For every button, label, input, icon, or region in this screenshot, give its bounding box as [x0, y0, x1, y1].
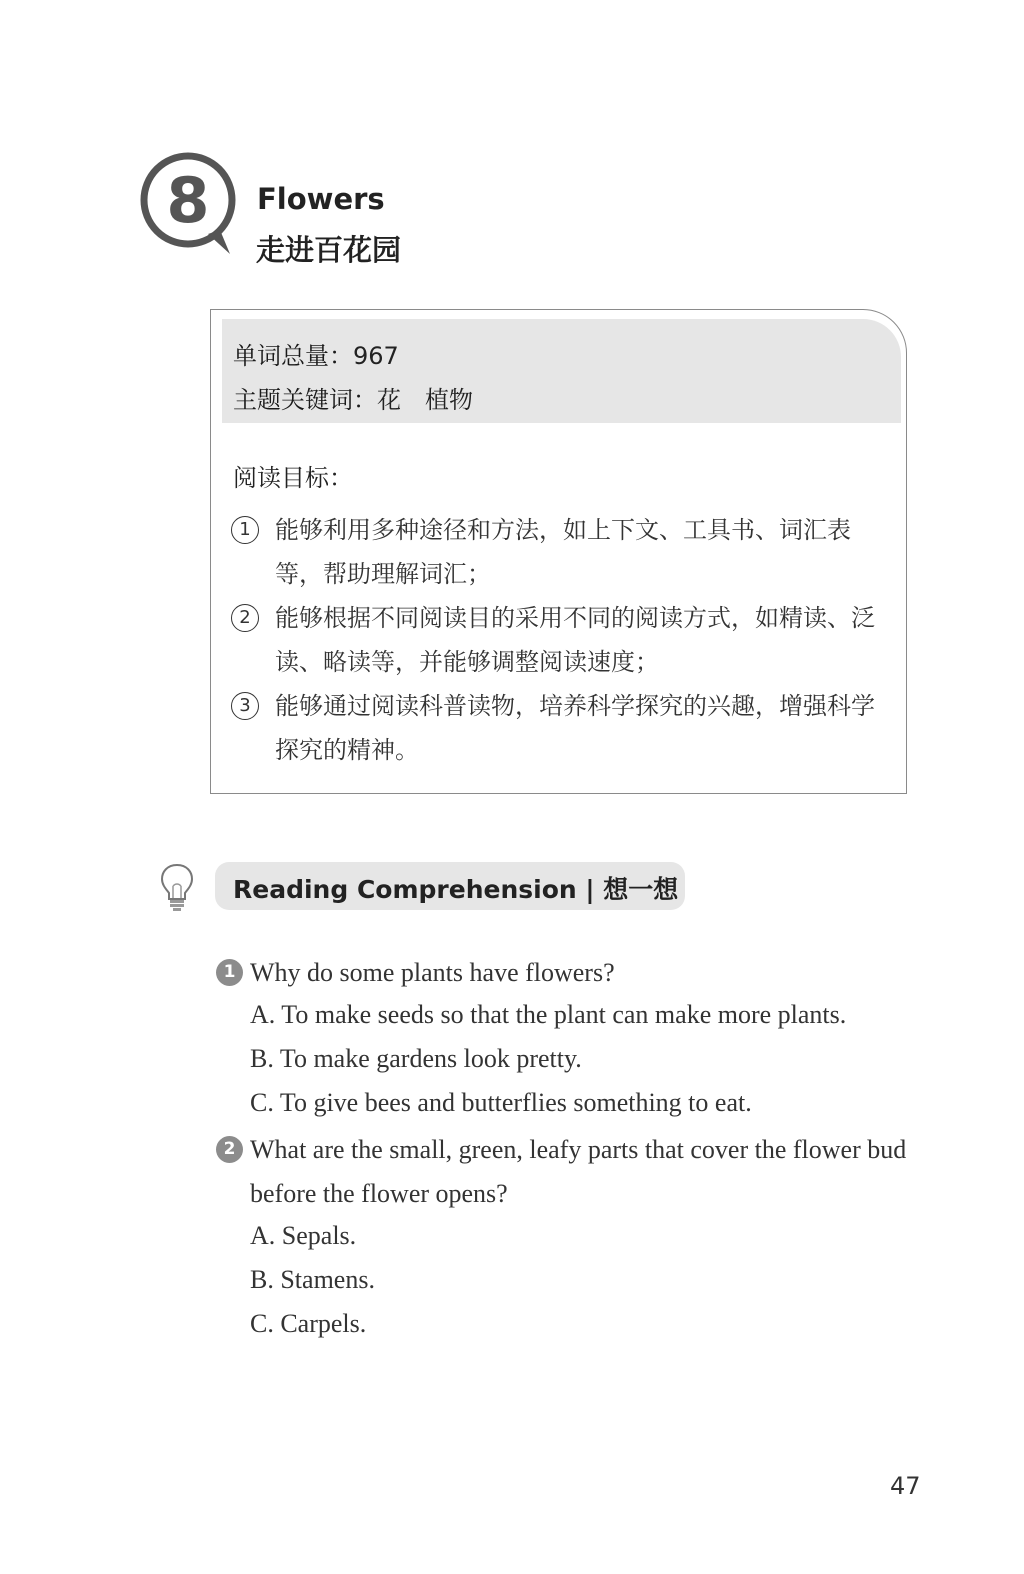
reading-info-box: [210, 309, 907, 794]
page-number: 47: [890, 1472, 921, 1500]
goal-text: 能够根据不同阅读目的采用不同的阅读方式，如精读、泛读、略读等，并能够调整阅读速度；: [275, 604, 875, 676]
question-text: Why do some plants have flowers?: [250, 958, 615, 987]
goal-text: 能够通过阅读科普读物，培养科学探究的兴趣，增强科学探究的精神。: [275, 692, 875, 764]
goal-number: 3: [231, 692, 259, 720]
question-number: 2: [216, 1136, 243, 1163]
chapter-title-en: Flowers: [257, 182, 385, 216]
chapter-number: 8: [166, 164, 210, 237]
keywords-label: 主题关键词：: [233, 386, 377, 414]
keywords-line: [233, 380, 473, 415]
word-count-line: [233, 336, 399, 371]
goal-text: 能够利用多种途径和方法，如上下文、工具书、词汇表等，帮助理解词汇；: [275, 516, 851, 588]
keywords-value: 花 植物: [377, 386, 473, 414]
goal-item: [231, 684, 896, 772]
word-count-label: 单词总量：: [233, 342, 353, 370]
section-header: [215, 862, 685, 910]
goal-item: [231, 596, 896, 684]
question: [216, 1128, 916, 1216]
answer-option[interactable]: B. Stamens.: [250, 1265, 375, 1294]
goal-number: 2: [231, 604, 259, 632]
answer-option[interactable]: C. To give bees and butterflies something to eat.: [250, 1088, 752, 1117]
section-title: Reading Comprehension | 想一想: [233, 875, 679, 904]
chapter-title-cn: 走进百花园: [256, 233, 402, 267]
question-number: 1: [216, 959, 243, 986]
answer-option[interactable]: A. To make seeds so that the plant can make more plants.: [250, 1000, 847, 1029]
question-text: What are the small, green, leafy parts that cover the flower bud before the flower opens?: [250, 1135, 907, 1208]
goal-number: 1: [231, 516, 259, 544]
goal-item: [231, 508, 896, 596]
word-count-value: 967: [353, 342, 399, 370]
chapter-number-badge: [138, 150, 238, 260]
goals-title: 阅读目标：: [233, 464, 353, 492]
answer-option[interactable]: A. Sepals.: [250, 1221, 357, 1250]
answer-option[interactable]: C. Carpels.: [250, 1309, 367, 1338]
lightbulb-icon: [158, 862, 196, 912]
answer-option[interactable]: B. To make gardens look pretty.: [250, 1044, 582, 1073]
question: [216, 951, 916, 995]
